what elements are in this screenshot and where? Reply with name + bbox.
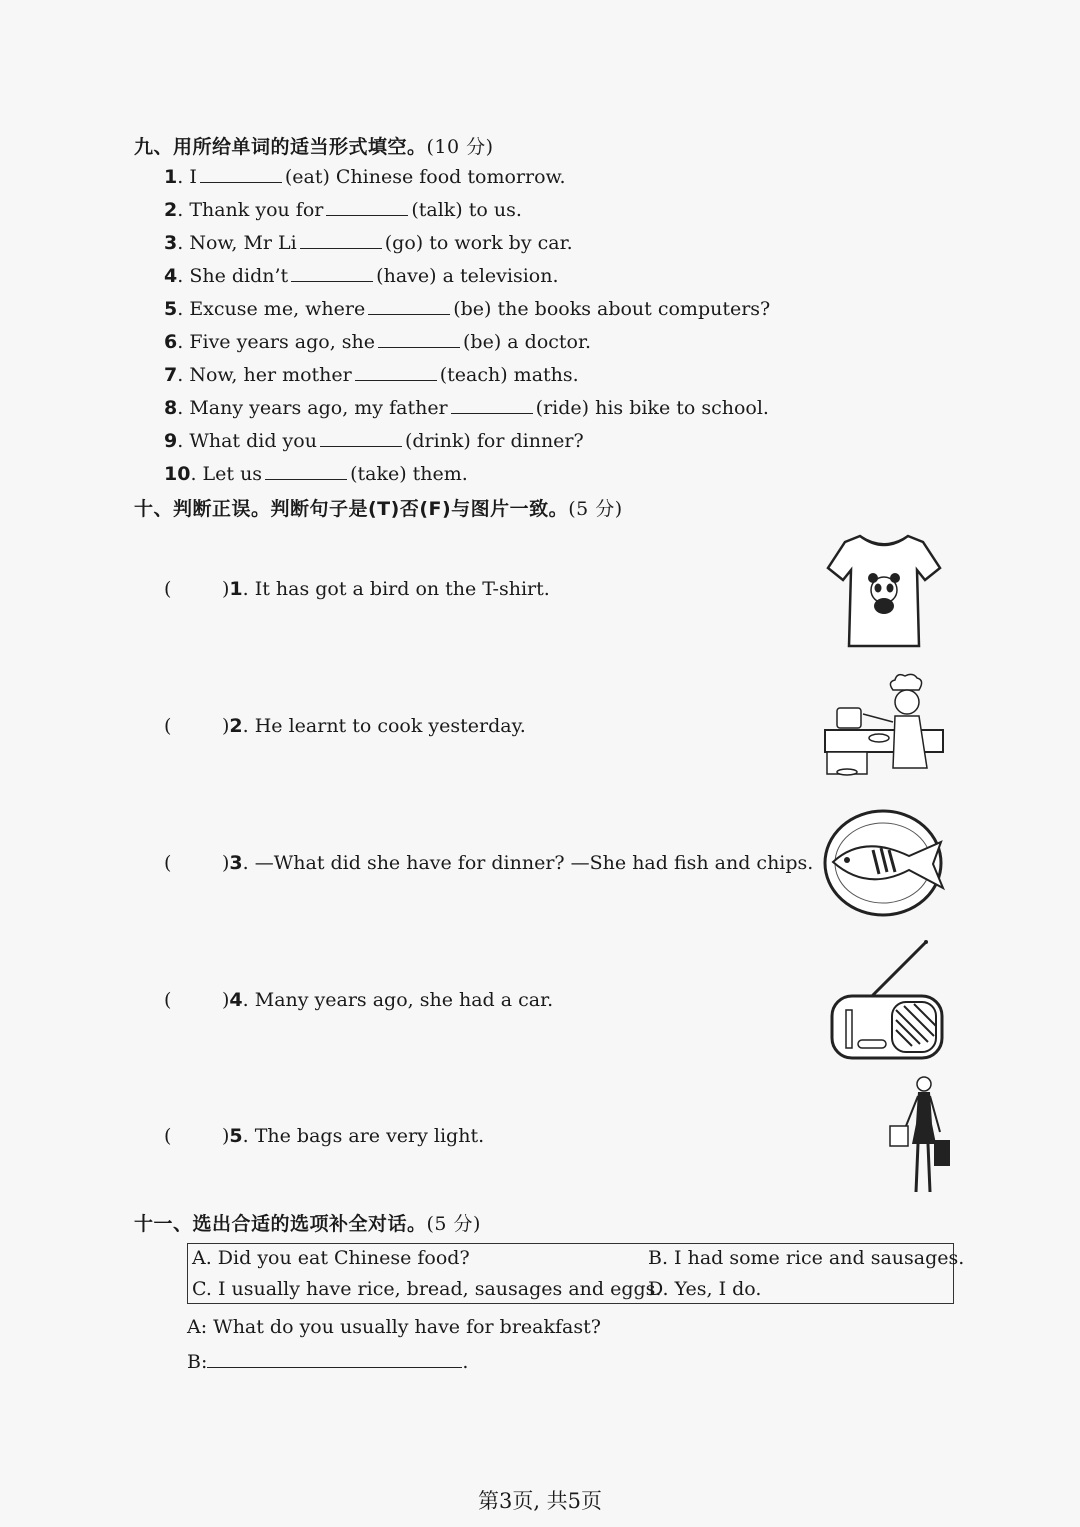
question-number: 1	[164, 166, 178, 188]
woman-shopping-bags-picture	[886, 1074, 954, 1200]
dialog-b-label: B:	[187, 1351, 208, 1373]
question-text: . The bags are very light.	[242, 1125, 485, 1147]
question-hint: (be) a doctor.	[463, 331, 592, 353]
section-10-title: 十、判断正误。判断句子是(T)否(F)与图片一致。	[134, 498, 569, 520]
fill-in-question	[164, 197, 522, 221]
question-prefix: . Thank you for	[177, 199, 324, 221]
question-text: . Many years ago, she had a car.	[242, 989, 554, 1011]
question-text: . —What did she have for dinner? —She had fish and chips.	[242, 852, 814, 874]
true-false-question	[164, 715, 526, 737]
answer-blank[interactable]	[207, 1349, 462, 1368]
answer-blank[interactable]	[355, 362, 437, 381]
tshirt-panda-picture	[825, 528, 943, 652]
question-hint: (have) a television.	[376, 265, 559, 287]
question-number: 7	[164, 364, 178, 386]
answer-bracket[interactable]: (	[164, 989, 172, 1011]
true-false-question	[164, 852, 813, 874]
question-prefix: . Now, Mr Li	[177, 232, 297, 254]
bracket-close: )	[222, 852, 230, 874]
boy-cooking-picture	[823, 672, 945, 782]
options-box	[187, 1243, 965, 1304]
answer-blank[interactable]	[368, 296, 450, 315]
question-hint: (teach) maths.	[439, 364, 579, 386]
question-prefix: . What did you	[177, 430, 317, 452]
section-9-title: 九、用所给单词的适当形式填空。	[134, 136, 427, 158]
question-number: 2	[164, 199, 178, 221]
question-hint: (ride) his bike to school.	[535, 397, 769, 419]
answer-blank[interactable]	[451, 395, 533, 414]
question-text: . He learnt to cook yesterday.	[242, 715, 526, 737]
dialog-line-b	[187, 1349, 468, 1373]
true-false-question	[164, 989, 553, 1011]
question-prefix: . Now, her mother	[177, 364, 352, 386]
answer-bracket[interactable]: (	[164, 852, 172, 874]
bracket-close: )	[222, 1125, 230, 1147]
question-prefix: . Five years ago, she	[177, 331, 376, 353]
section-10-heading	[134, 494, 623, 521]
question-hint: (drink) for dinner?	[404, 430, 584, 452]
answer-blank[interactable]	[291, 263, 373, 282]
question-number: 5	[164, 298, 178, 320]
fill-in-question	[164, 230, 573, 254]
option-d: D. Yes, I do.	[648, 1278, 762, 1300]
question-number: 10	[164, 463, 191, 485]
answer-blank[interactable]	[378, 329, 460, 348]
section-11-score: (5 分)	[426, 1213, 481, 1235]
question-prefix: . Many years ago, my father	[177, 397, 448, 419]
question-number: 4	[164, 265, 178, 287]
fill-in-question	[164, 395, 769, 419]
option-c: C. I usually have rice, bread, sausages and eggs.	[192, 1278, 662, 1300]
question-number: 3	[229, 852, 243, 874]
question-number: 9	[164, 430, 178, 452]
true-false-question	[164, 1125, 484, 1147]
section-10-score: (5 分)	[568, 498, 623, 520]
answer-bracket[interactable]: (	[164, 715, 172, 737]
question-number: 5	[229, 1125, 243, 1147]
option-a: A. Did you eat Chinese food?	[192, 1247, 470, 1269]
fill-in-question	[164, 296, 770, 320]
question-prefix: . I	[177, 166, 197, 188]
true-false-question	[164, 578, 550, 600]
question-hint: (be) the books about computers?	[453, 298, 771, 320]
question-number: 6	[164, 331, 178, 353]
answer-blank[interactable]	[326, 197, 408, 216]
question-hint: (take) them.	[350, 463, 468, 485]
question-text: . It has got a bird on the T-shirt.	[242, 578, 550, 600]
fish-plate-picture	[823, 808, 949, 918]
question-prefix: . She didn’t	[177, 265, 289, 287]
fill-in-question	[164, 329, 591, 353]
fill-in-question	[164, 164, 566, 188]
fill-in-question	[164, 263, 559, 287]
answer-blank[interactable]	[320, 428, 402, 447]
section-11-title: 十一、选出合适的选项补全对话。	[134, 1213, 427, 1235]
question-number: 3	[164, 232, 178, 254]
bracket-close: )	[222, 989, 230, 1011]
answer-bracket[interactable]: (	[164, 1125, 172, 1147]
page-footer: 第3页, 共5页	[477, 1489, 603, 1513]
option-b: B. I had some rice and sausages.	[648, 1247, 965, 1269]
fill-in-question	[164, 461, 468, 485]
question-number: 2	[229, 715, 243, 737]
fill-in-question	[164, 362, 579, 386]
fill-in-question	[164, 428, 584, 452]
dialog-line-a: A: What do you usually have for breakfast?	[187, 1316, 601, 1338]
question-hint: (eat) Chinese food tomorrow.	[284, 166, 566, 188]
question-number: 4	[229, 989, 243, 1011]
section-11-heading	[134, 1209, 481, 1236]
answer-blank[interactable]	[200, 164, 282, 183]
question-prefix: . Let us	[190, 463, 263, 485]
dialog-b-end: .	[462, 1351, 469, 1373]
question-prefix: . Excuse me, where	[177, 298, 366, 320]
bracket-close: )	[222, 578, 230, 600]
question-number: 8	[164, 397, 178, 419]
section-9-heading	[134, 132, 494, 159]
question-number: 1	[229, 578, 243, 600]
answer-bracket[interactable]: (	[164, 578, 172, 600]
question-hint: (go) to work by car.	[384, 232, 573, 254]
section-9-score: (10 分)	[426, 136, 494, 158]
answer-blank[interactable]	[300, 230, 382, 249]
question-hint: (talk) to us.	[411, 199, 522, 221]
radio-picture	[828, 938, 946, 1062]
bracket-close: )	[222, 715, 230, 737]
answer-blank[interactable]	[265, 461, 347, 480]
